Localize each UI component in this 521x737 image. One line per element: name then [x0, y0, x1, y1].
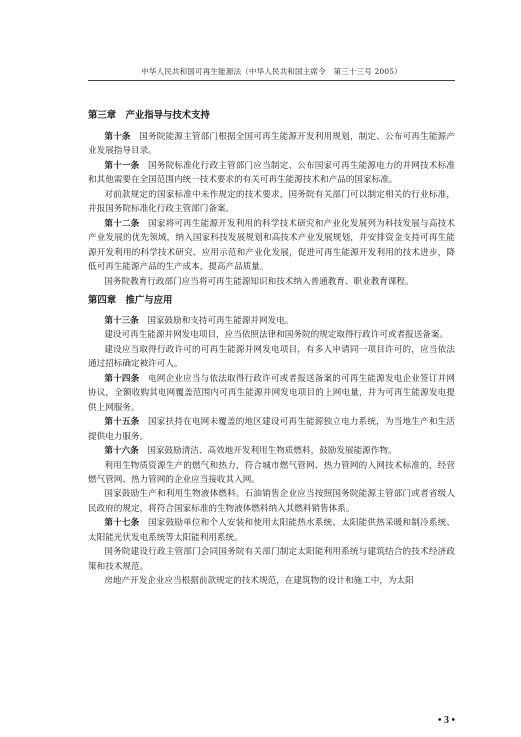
chapter-title: 第三章 产业指导与技术支持: [88, 110, 210, 121]
article-paragraph: [88, 217, 455, 275]
header-divider: [88, 80, 455, 81]
article-text: 国家鼓励单位和个人安装和使用太阳能热水系统、太阳能供热采暖和制冷系统、太阳能光伏发电系统等太阳能利用系统。: [88, 518, 455, 543]
article-text: 电网企业应当与依法取得行政许可或者报送备案的可再生能源发电企业签订并网协议，全额收购其电网覆盖范围内可再生能源并网发电项目的上网电量，并为可再生能源发电提供上网服务。: [88, 373, 455, 413]
article-label: 第十六条: [104, 446, 139, 457]
article-paragraph: [88, 444, 455, 458]
article-text: 国家扶持在电网未覆盖的地区建设可再生能源独立电力系统，为当地生产和生活提供电力服务。: [88, 417, 455, 442]
paragraph: 国务院建设行政主管部门会同国务院有关部门制定太阳能利用系统与建筑结合的技术经济政策和技术规范。: [88, 547, 455, 572]
article-label: 第十一条: [104, 160, 140, 171]
paragraph: 建设可再生能源并网发电项目，应当依照法律和国务院的规定取得行政许可或者报送备案。: [104, 330, 449, 341]
paragraph: 利用生物质资源生产的燃气和热力，符合城市燃气管网、热力管网的入网技术标准的，经营燃气管网、热力管网的企业应当接收其入网。: [88, 460, 455, 485]
paragraph: 国务院教育行政部门应当将可再生能源知识和技术纳入普通教育、职业教育课程。: [104, 276, 414, 287]
article-label: 第十五条: [104, 417, 140, 428]
article-text: 国家鼓励清洁、高效地开发利用生物质燃料，鼓励发展能源作物。: [147, 446, 397, 457]
article-text: 国家鼓励和支持可再生能源并网发电。: [147, 315, 294, 326]
page-number: • 3 •: [437, 715, 455, 726]
article-paragraph: [88, 415, 455, 444]
paragraph: 房地产开发企业应当根据前款规定的技术规范，在建筑物的设计和施工中，为太阳: [104, 576, 414, 587]
running-header: 中华人民共和国可再生能源法（中华人民共和国主席令 第三十三号 2005）: [141, 67, 402, 76]
article-label: 第十七条: [104, 518, 140, 529]
chapter-title: 第四章 推广与应用: [88, 294, 173, 306]
article-label: 第十条: [104, 132, 131, 142]
article-paragraph: [88, 159, 455, 188]
article-text: 国务院标准化行政主管部门应当制定、公布国家可再生能源电力的并网技术标准和其他需要在全国范围内统一技术要求的有关可再生能源技术和产品的国家标准。: [88, 160, 455, 186]
article-paragraph: [88, 130, 455, 159]
article-label: 第十二条: [104, 218, 140, 229]
paragraph: 对前款规定的国家标准中未作规定的技术要求，国务院有关部门可以制定相关的行业标准，并报国务院标准化行政主管部门备案。: [88, 189, 455, 215]
article-label: 第十三条: [104, 315, 139, 326]
paragraph: 建设应当取得行政许可的可再生能源并网发电项目，有多人申请同一项目许可的，应当依法通过招标确定被许可人。: [88, 344, 455, 370]
article-text: 国务院能源主管部门根据全国可再生能源开发利用规划，制定、公布可再生能源产业发展指导目录。: [88, 132, 455, 157]
article-paragraph: [88, 314, 455, 328]
paragraph: 国家鼓励生产和利用生物液体燃料。石油销售企业应当按照国务院能源主管部门或者省级人民政府的规定，将符合国家标准的生物液体燃料纳入其燃料销售体系。: [88, 489, 455, 514]
article-paragraph: [88, 372, 455, 415]
document-body: [88, 101, 455, 589]
article-label: 第十四条: [104, 373, 140, 384]
article-paragraph: [88, 516, 455, 545]
article-text: 国家将可再生能源开发利用的科学技术研究和产业化发展列为科技发展与高技术产业发展的优先领域，纳入国家科技发展规划和高技术产业发展规划，并安排资金支持可再生能源开发利用的科学技术研究、应用示范和产业化发展，促进可再生能源开发利用的技术进步，降低可再生能源产品的生产成本，提高产品质量。: [88, 218, 455, 273]
